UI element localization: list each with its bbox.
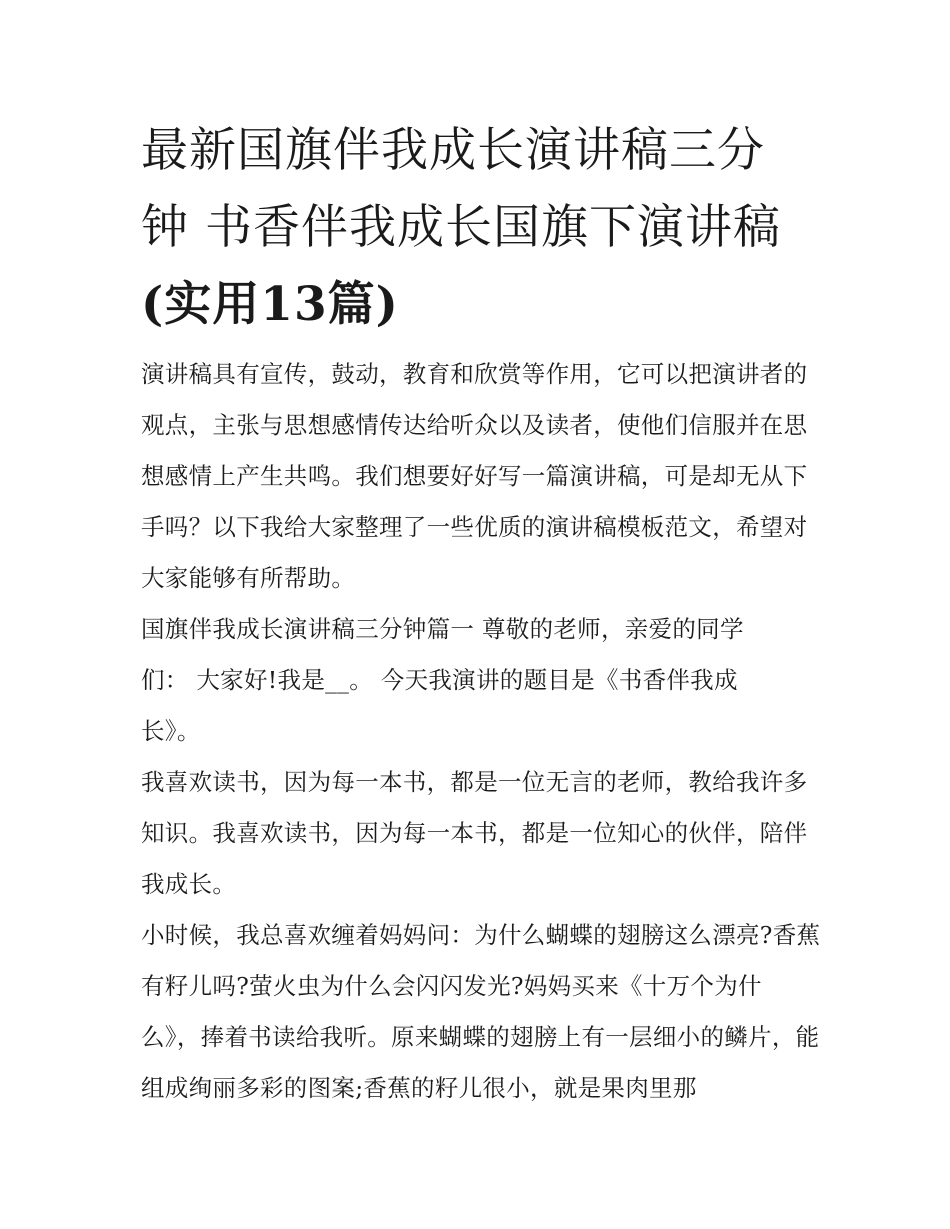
- document-title: [141, 112, 821, 343]
- title-line-2: 钟 书香伴我成长国旗下演讲稿: [141, 200, 781, 255]
- speech-opening-paragraph: 国旗伴我成长演讲稿三分钟篇一 尊敬的老师，亲爱的同学们： 大家好!我是__。 今天我演讲的题目是《书香伴我成长》。: [141, 615, 744, 745]
- title-line-3: (实用13篇): [141, 277, 399, 332]
- childhood-paragraph: 小时候，我总喜欢缠着妈妈问：为什么蝴蝶的翅膀这么漂亮?香蕉有籽儿吗?萤火虫为什么会闪闪发光?妈妈买来《十万个为什么》，捧着书读给我听。原来蝴蝶的翅膀上有一层细小的鳞片，能组成绚丽多彩的图案;香蕉的籽儿很小，就是果肉里那: [141, 921, 821, 1102]
- intro-paragraph: 演讲稿具有宣传，鼓动，教育和欣赏等作用，它可以把演讲者的观点，主张与思想感情传达给听众以及读者，使他们信服并在思想感情上产生共鸣。我们想要好好写一篇演讲稿，可是却无从下手吗？以下我给大家整理了一些优质的演讲稿模板范文，希望对大家能够有所帮助。: [141, 360, 808, 592]
- document-page: [141, 112, 821, 1114]
- reading-paragraph: 我喜欢读书，因为每一本书，都是一位无言的老师，教给我许多知识。我喜欢读书，因为每一本书，都是一位知心的伙伴，陪伴我成长。: [141, 768, 808, 898]
- title-line-1: 最新国旗伴我成长演讲稿三分: [141, 123, 765, 178]
